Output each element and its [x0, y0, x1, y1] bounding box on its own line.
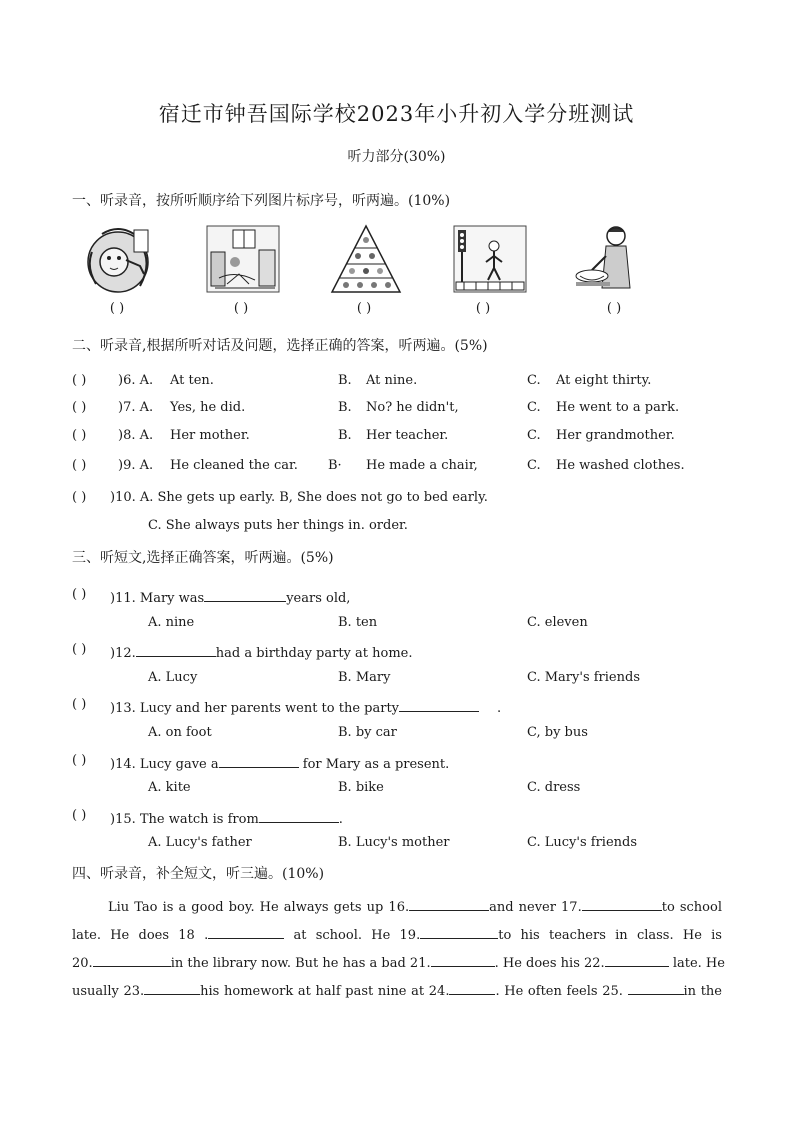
option-a: A. nine: [148, 615, 195, 630]
answer-blank[interactable]: [204, 587, 286, 602]
stem-start: )15. The watch is from: [110, 812, 259, 827]
option-a: A. Lucy: [148, 670, 198, 685]
option-c: C. eleven: [527, 615, 588, 630]
question-stem: [110, 697, 501, 716]
option-c: Her grandmother.: [556, 428, 675, 443]
blank-20[interactable]: [93, 952, 171, 967]
cloze-passage: [72, 894, 725, 1006]
option-a: Her mother.: [170, 428, 250, 443]
option-b: He made a chair,: [366, 458, 478, 473]
answer-blank[interactable]: [219, 753, 299, 768]
stem-start: )12.: [110, 646, 136, 661]
blank-23[interactable]: [144, 980, 200, 995]
blank-18[interactable]: [208, 924, 284, 939]
answer-paren[interactable]: ( ): [72, 458, 87, 473]
question-number: )8. A.: [118, 428, 154, 443]
option-c-label: C.: [527, 428, 541, 443]
question-stem: [110, 753, 449, 772]
picture-3-answer[interactable]: ( ): [356, 301, 372, 316]
option-b: B. Mary: [338, 670, 391, 685]
answer-paren[interactable]: ( ): [72, 808, 87, 823]
option-a: A. kite: [148, 780, 191, 795]
option-c: C. Lucy's friends: [527, 835, 637, 850]
blank-22[interactable]: [605, 952, 669, 967]
question-number: )7. A.: [118, 400, 154, 415]
question-number: )6. A.: [118, 373, 154, 388]
option-b: At nine.: [366, 373, 418, 388]
answer-paren[interactable]: ( ): [72, 753, 87, 768]
picture-4-answer[interactable]: ( ): [475, 301, 491, 316]
option-c-label: C.: [527, 458, 541, 473]
option-b-label: B.: [338, 373, 352, 388]
option-b-label: B.: [338, 428, 352, 443]
blank-24[interactable]: [449, 980, 495, 995]
option-c: C, by bus: [527, 725, 588, 740]
passage-line-3: 20. in the library now. But he has a bad 21. . He does his 22. late. He: [72, 950, 722, 978]
blank-19[interactable]: [420, 924, 498, 939]
question-stem: [110, 587, 350, 606]
lion-phone-picture: [82, 222, 158, 296]
option-b: B. bike: [338, 780, 384, 795]
blank-21[interactable]: [431, 952, 495, 967]
answer-paren[interactable]: ( ): [72, 400, 87, 415]
option-b: Her teacher.: [366, 428, 449, 443]
stem-start: )11. Mary was: [110, 591, 205, 606]
passage-line-4: usually 23. his homework at half past nine at 24. . He often feels 25. in the: [72, 978, 722, 1006]
option-a: A. on foot: [148, 725, 212, 740]
section-1-heading: 一、听录音，按所听顺序给下列图片标序号，听两遍。(10%): [72, 193, 451, 209]
page-title: 宿迁市钟吾国际学校2023年小升初入学分班测试: [158, 102, 635, 126]
section-3-heading: 三、听短文,选择正确答案，听两遍。(5%): [72, 550, 334, 566]
option-b: B. ten: [338, 615, 378, 630]
option-a: Yes, he did.: [170, 400, 246, 415]
option-c-label: C.: [527, 373, 541, 388]
answer-blank[interactable]: [259, 808, 339, 823]
answer-paren[interactable]: ( ): [72, 587, 87, 602]
stem-start: )13. Lucy and her parents went to the party: [110, 701, 400, 716]
blank-17[interactable]: [582, 896, 662, 911]
stem-end: .: [497, 701, 502, 716]
answer-paren[interactable]: ( ): [72, 697, 87, 712]
stem-end: .: [338, 812, 343, 827]
question-10-line-2: C. She always puts her things in. order.: [148, 518, 408, 533]
food-pyramid-picture: [328, 222, 404, 296]
answer-paren[interactable]: ( ): [72, 373, 87, 388]
option-b-label: B·: [328, 458, 342, 473]
answer-paren[interactable]: ( ): [72, 642, 87, 657]
answer-paren[interactable]: ( ): [72, 490, 87, 505]
stem-end: had a birthday party at home.: [215, 646, 413, 661]
option-b: No? he didn't,: [366, 400, 459, 415]
picture-1-answer[interactable]: ( ): [109, 301, 125, 316]
option-b-label: B.: [338, 400, 352, 415]
option-a: A. Lucy's father: [148, 835, 252, 850]
stem-start: )14. Lucy gave a: [110, 757, 219, 772]
answer-blank[interactable]: [136, 642, 216, 657]
option-c-label: C.: [527, 400, 541, 415]
stem-end: years old,: [286, 591, 351, 606]
answer-blank[interactable]: [399, 697, 479, 712]
option-b: B. by car: [338, 725, 397, 740]
blank-16[interactable]: [409, 896, 489, 911]
option-c: C. dress: [527, 780, 581, 795]
street-crossing-picture: [452, 222, 528, 296]
option-a: He cleaned the car.: [170, 458, 298, 473]
blank-25[interactable]: [628, 980, 684, 995]
passage-line-1: Liu Tao is a good boy. He always gets up 16. and never 17. to school: [72, 894, 722, 922]
passage-line-2: late. He does 18 . at school. He 19. to his teachers in class. He is: [72, 922, 722, 950]
section-4-heading: 四、听录音，补全短文，听三遍。(10%): [72, 866, 325, 882]
page-subtitle: 听力部分(30%): [347, 149, 446, 165]
picture-5-answer[interactable]: ( ): [606, 301, 622, 316]
option-c: C. Mary's friends: [527, 670, 640, 685]
man-cooking-picture: [572, 222, 648, 296]
messy-room-picture: [205, 222, 281, 296]
question-10-line-1: )10. A. She gets up early. B, She does not go to bed early.: [110, 490, 488, 505]
answer-paren[interactable]: ( ): [72, 428, 87, 443]
question-stem: [110, 808, 343, 827]
option-b: B. Lucy's mother: [338, 835, 450, 850]
picture-2-answer[interactable]: ( ): [233, 301, 249, 316]
option-a: At ten.: [170, 373, 214, 388]
section-2-heading: 二、听录音,根据所听对话及问题，选择正确的答案，听两遍。(5%): [72, 338, 488, 354]
option-c: He washed clothes.: [556, 458, 685, 473]
option-c: At eight thirty.: [556, 373, 652, 388]
option-c: He went to a park.: [556, 400, 680, 415]
stem-end: for Mary as a present.: [298, 757, 450, 772]
question-number: )9. A.: [118, 458, 154, 473]
question-stem: [110, 642, 413, 661]
